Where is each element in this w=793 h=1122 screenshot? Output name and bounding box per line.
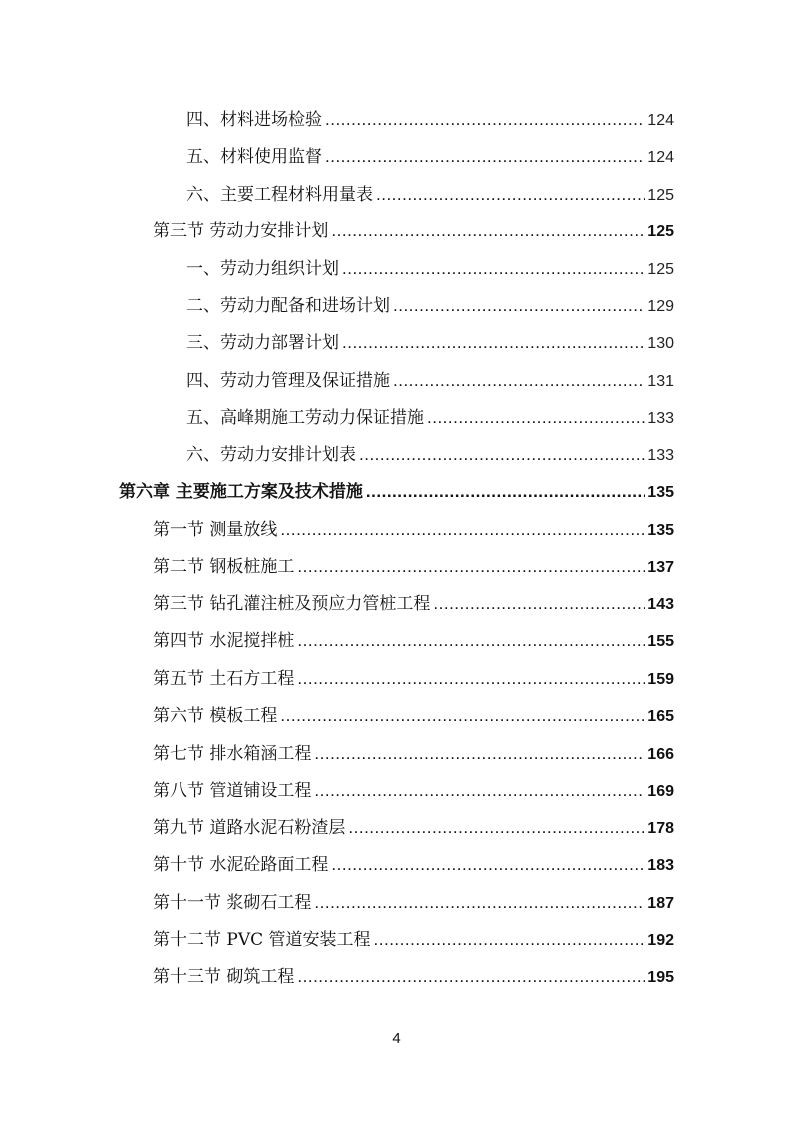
toc-entry-title: 第四节 水泥搅拌桩: [153, 631, 295, 651]
toc-entry[interactable]: [153, 740, 674, 768]
toc-entry-title: 六、主要工程材料用量表: [186, 185, 373, 205]
toc-entry-page: 133: [647, 410, 674, 427]
toc-entry[interactable]: [186, 292, 674, 320]
dot-leader: [348, 814, 645, 842]
toc-entry-page: 165: [647, 708, 674, 725]
toc-entry-title: 第十节 水泥砼路面工程: [153, 855, 329, 875]
dot-leader: [280, 516, 645, 544]
toc-entry-page: 137: [647, 559, 674, 576]
dot-leader: [297, 963, 645, 991]
toc-entry-page: 169: [647, 783, 674, 800]
toc-entry[interactable]: [153, 665, 674, 693]
toc-entry[interactable]: [186, 143, 674, 171]
toc-entry[interactable]: [186, 255, 674, 283]
toc-entry[interactable]: [153, 889, 674, 917]
toc-entry-title: 六、劳动力安排计划表: [186, 445, 356, 465]
toc-entry-page: 183: [647, 857, 674, 874]
dot-leader: [331, 851, 645, 879]
toc-entry-title: 第六节 模板工程: [153, 706, 278, 726]
dot-leader: [393, 367, 645, 395]
toc-entry-title: 第三节 劳动力安排计划: [153, 221, 329, 241]
toc-entry-title: 第一节 测量放线: [153, 520, 278, 540]
dot-leader: [342, 255, 645, 283]
toc-entry-title: 四、劳动力管理及保证措施: [186, 371, 390, 391]
dot-leader: [314, 777, 645, 805]
toc-entry-page: 195: [647, 969, 674, 986]
toc-entry-page: 187: [647, 895, 674, 912]
toc-entry-title: 第十一节 浆砌石工程: [153, 893, 312, 913]
dot-leader: [325, 106, 645, 134]
toc-entry-page: 155: [647, 633, 674, 650]
dot-leader: [331, 217, 645, 245]
toc-entry[interactable]: [186, 329, 674, 357]
toc-entry[interactable]: [153, 777, 674, 805]
toc-entry-title: 一、劳动力组织计划: [186, 259, 339, 279]
dot-leader: [433, 590, 645, 618]
toc-entry[interactable]: [186, 181, 674, 209]
toc-entry-title: 第八节 管道铺设工程: [153, 781, 312, 801]
dot-leader: [359, 441, 645, 469]
toc-entry-title: 第九节 道路水泥石粉渣层: [153, 818, 346, 838]
toc-entry-title: 三、劳动力部署计划: [186, 333, 339, 353]
toc-entry-page: 124: [647, 149, 674, 166]
toc-entry-page: 143: [647, 596, 674, 613]
dot-leader: [374, 926, 646, 954]
toc-entry-page: 135: [647, 522, 674, 539]
page-number: 4: [392, 1030, 401, 1047]
toc-entry-page: 133: [647, 447, 674, 464]
toc-entry-title: 五、材料使用监督: [186, 147, 322, 167]
toc-entry[interactable]: [153, 926, 674, 954]
toc-entry-page: 125: [647, 187, 674, 204]
toc-entry-title: 第三节 钻孔灌注桩及预应力管桩工程: [153, 594, 431, 614]
toc-entry-page: 131: [647, 373, 674, 390]
toc-entry-title: 第十三节 砌筑工程: [153, 967, 295, 987]
toc-entry-page: 166: [647, 746, 674, 763]
dot-leader: [366, 478, 645, 506]
dot-leader: [376, 181, 645, 209]
dot-leader: [325, 143, 645, 171]
toc-entry[interactable]: [153, 217, 674, 245]
toc-entry[interactable]: [153, 963, 674, 991]
toc-entry-title: 五、高峰期施工劳动力保证措施: [186, 408, 424, 428]
toc-entry-title: 二、劳动力配备和进场计划: [186, 296, 390, 316]
toc-entry-page: 129: [647, 298, 674, 315]
toc-entry[interactable]: [153, 702, 674, 730]
toc-entry-page: 192: [647, 932, 674, 949]
toc-entry[interactable]: [153, 814, 674, 842]
dot-leader: [342, 329, 645, 357]
toc-entry-page: 124: [647, 112, 674, 129]
toc-entry-title: 第七节 排水箱涵工程: [153, 744, 312, 764]
dot-leader: [314, 889, 645, 917]
toc-entry[interactable]: [186, 106, 674, 134]
toc-entry[interactable]: [186, 441, 674, 469]
toc-entry-title: 四、材料进场检验: [186, 110, 322, 130]
toc-entry-title: 第二节 钢板桩施工: [153, 557, 295, 577]
toc-entry[interactable]: [153, 553, 674, 581]
toc-entry-page: 159: [647, 671, 674, 688]
toc-entry-title: 第五节 土石方工程: [153, 669, 295, 689]
dot-leader: [297, 665, 645, 693]
toc-entry[interactable]: [186, 404, 674, 432]
dot-leader: [393, 292, 645, 320]
dot-leader: [280, 702, 645, 730]
toc-entry-page: 125: [647, 261, 674, 278]
dot-leader: [297, 627, 645, 655]
toc-entry[interactable]: [153, 516, 674, 544]
dot-leader: [427, 404, 645, 432]
toc-chapter-entry[interactable]: [119, 478, 674, 506]
toc-entry[interactable]: [153, 590, 674, 618]
toc-entry-title: 第十二节 PVC 管道安装工程: [153, 930, 371, 950]
toc-entry-page: 135: [647, 484, 674, 501]
toc-entry-page: 125: [647, 223, 674, 240]
dot-leader: [314, 740, 645, 768]
toc-entry-page: 130: [647, 335, 674, 352]
toc-entry-page: 178: [647, 820, 674, 837]
toc-entry[interactable]: [153, 627, 674, 655]
toc-entry[interactable]: [186, 367, 674, 395]
toc-entry[interactable]: [153, 851, 674, 879]
dot-leader: [297, 553, 645, 581]
toc-entry-title: 第六章 主要施工方案及技术措施: [119, 482, 363, 502]
